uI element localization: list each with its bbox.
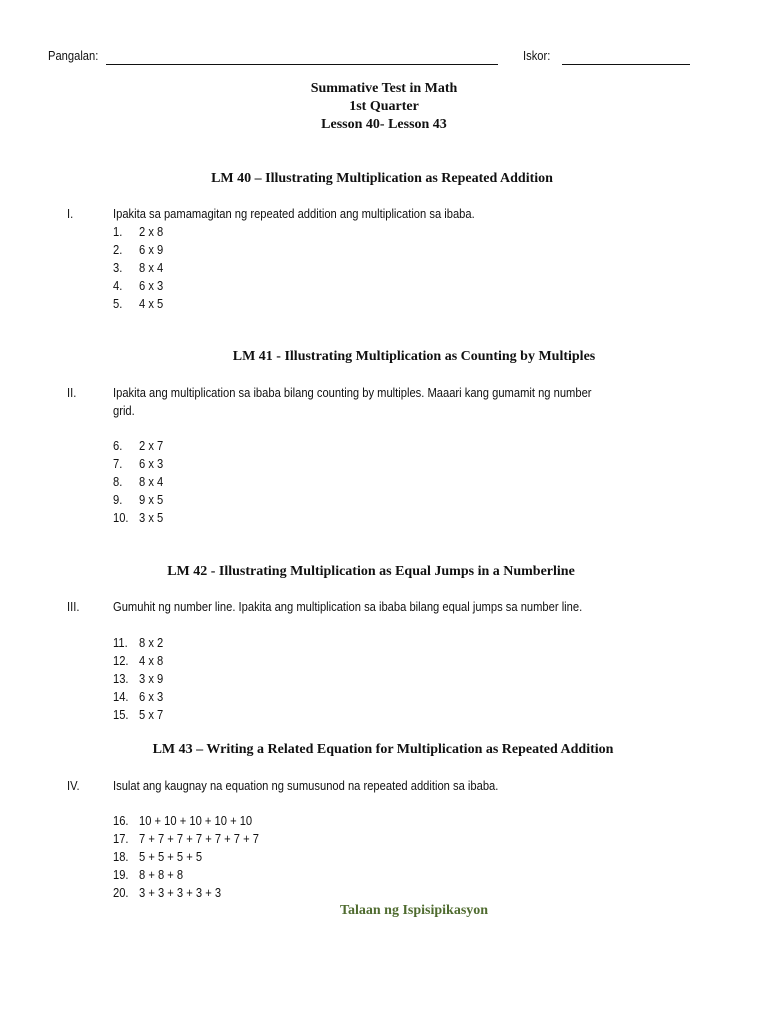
- list-item: 14.: [113, 689, 129, 704]
- section-instruction-2-line1: Ipakita ang multiplication sa ibaba bilang counting by multiples. Maaari kang gumamit ng number: [113, 385, 592, 400]
- list-item-expr: 3 + 3 + 3 + 3 + 3: [139, 885, 222, 900]
- section-instruction-3: Gumuhit ng number line. Ipakita ang multiplication sa ibaba bilang equal jumps sa number line.: [113, 599, 583, 614]
- name-field[interactable]: [106, 50, 498, 65]
- list-item: 7.: [113, 456, 123, 471]
- list-item-expr: 6 x 3: [139, 278, 164, 293]
- list-item: 18.: [113, 849, 129, 864]
- list-item-expr: 7 + 7 + 7 + 7 + 7 + 7 + 7: [139, 831, 259, 846]
- section-heading-lm42: LM 42 - Illustrating Multiplication as Equal Jumps in a Numberline: [167, 564, 575, 579]
- list-item: 2.: [113, 242, 123, 257]
- quarter-label: 1st Quarter: [349, 99, 419, 114]
- list-item: 4.: [113, 278, 123, 293]
- list-item-expr: 2 x 7: [139, 438, 164, 453]
- list-item-expr: 10 + 10 + 10 + 10 + 10: [139, 813, 253, 828]
- list-item: 5.: [113, 296, 123, 311]
- score-label: Iskor:: [523, 48, 551, 63]
- list-item: 3.: [113, 260, 123, 275]
- list-item: 19.: [113, 867, 129, 882]
- section-heading-lm40: LM 40 – Illustrating Multiplication as Repeated Addition: [211, 171, 553, 186]
- score-field[interactable]: [562, 50, 690, 65]
- list-item-expr: 5 + 5 + 5 + 5: [139, 849, 203, 864]
- list-item: 20.: [113, 885, 129, 900]
- list-item-expr: 4 x 5: [139, 296, 164, 311]
- list-item: 11.: [113, 635, 128, 650]
- list-item: 9.: [113, 492, 123, 507]
- section-heading-lm41: LM 41 - Illustrating Multiplication as Counting by Multiples: [232, 349, 596, 364]
- list-item-expr: 4 x 8: [139, 653, 164, 668]
- list-item: 13.: [113, 671, 129, 686]
- section-heading-lm43: LM 43 – Writing a Related Equation for Multiplication as Repeated Addition: [152, 742, 614, 757]
- list-item-expr: 6 x 3: [139, 456, 164, 471]
- list-item-expr: 8 x 4: [139, 260, 164, 275]
- list-item: 6.: [113, 438, 123, 453]
- list-item-expr: 9 x 5: [139, 492, 164, 507]
- list-item-expr: 3 x 5: [139, 510, 164, 525]
- section-numeral-4: IV.: [67, 778, 80, 793]
- list-item-expr: 8 + 8 + 8: [139, 867, 184, 882]
- test-title: Summative Test in Math: [310, 81, 458, 96]
- list-item-expr: 3 x 9: [139, 671, 164, 686]
- list-item: 15.: [113, 707, 129, 722]
- section-numeral-3: III.: [67, 599, 80, 614]
- list-item: 17.: [113, 831, 129, 846]
- list-item-expr: 8 x 2: [139, 635, 164, 650]
- section-numeral-2: II.: [67, 385, 77, 400]
- list-item: 1.: [113, 224, 123, 239]
- section-instruction-4: Isulat ang kaugnay na equation ng sumusunod na repeated addition sa ibaba.: [113, 778, 499, 793]
- name-label: Pangalan:: [48, 48, 99, 63]
- list-item: 16.: [113, 813, 129, 828]
- list-item-expr: 2 x 8: [139, 224, 164, 239]
- specification-table-title: Talaan ng Ispisipikasyon: [339, 903, 489, 918]
- list-item: 12.: [113, 653, 129, 668]
- section-numeral-1: I.: [67, 206, 74, 221]
- list-item-expr: 6 x 9: [139, 242, 164, 257]
- section-instruction-2-line2: grid.: [113, 403, 135, 418]
- list-item: 8.: [113, 474, 123, 489]
- list-item-expr: 8 x 4: [139, 474, 164, 489]
- list-item-expr: 5 x 7: [139, 707, 164, 722]
- list-item-expr: 6 x 3: [139, 689, 164, 704]
- section-instruction-1: Ipakita sa pamamagitan ng repeated addition ang multiplication sa ibaba.: [113, 206, 475, 221]
- list-item: 10.: [113, 510, 129, 525]
- lesson-range: Lesson 40- Lesson 43: [321, 117, 447, 132]
